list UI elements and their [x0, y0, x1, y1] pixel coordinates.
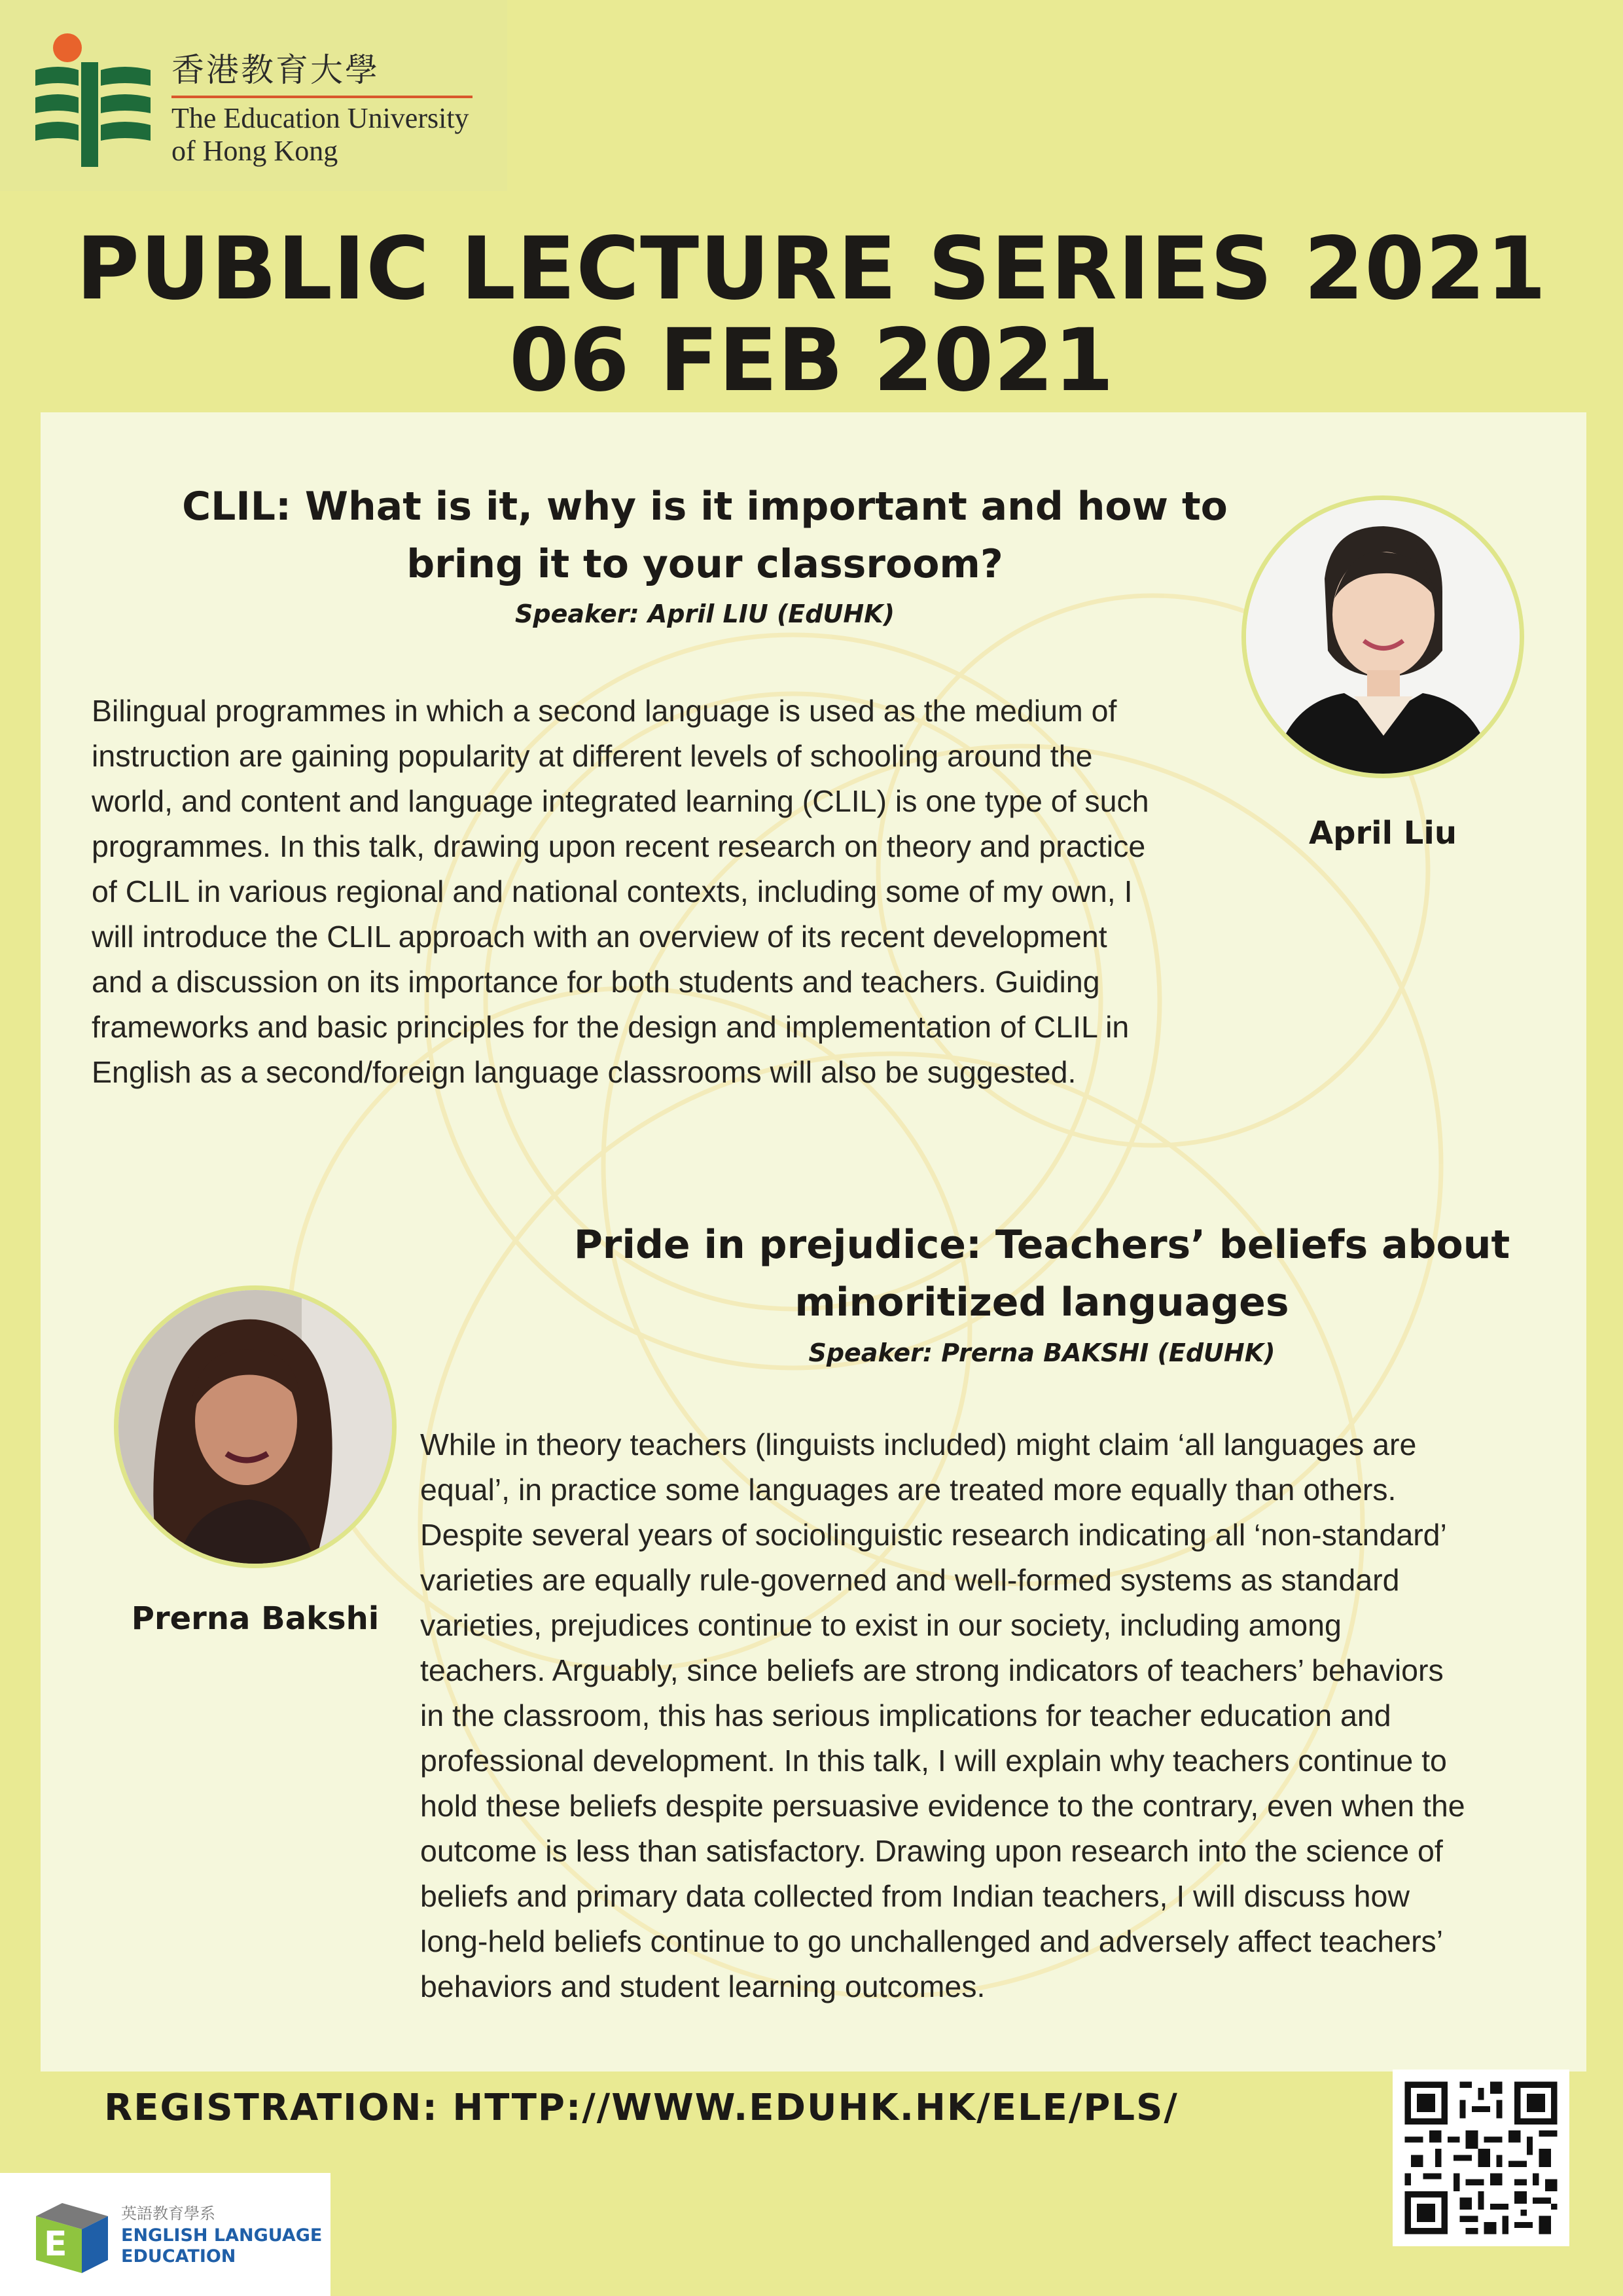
talk-1-title — [93, 478, 1317, 593]
speaker-photo-april-liu — [1241, 495, 1524, 778]
abstract-line: in the classroom, this has serious implications for teacher education and — [420, 1698, 1391, 1732]
abstract-line: varieties, prejudices continue to exist in our society, including among — [420, 1608, 1342, 1642]
university-logo — [0, 0, 507, 191]
department-name-en-line2: EDUCATION — [121, 2246, 236, 2267]
registration-link[interactable]: REGISTRATION: HTTP://WWW.EDUHK.HK/ELE/PLS/ — [104, 2087, 1179, 2129]
abstract-line: beliefs and primary data collected from Indian teachers, I will discuss how — [420, 1879, 1410, 1913]
abstract-line: behaviors and student learning outcomes. — [420, 1969, 986, 2003]
talk-2-speaker: Speaker: Prerna BAKSHI (EdUHK) — [808, 1338, 1275, 1367]
speaker-name-april-liu: April Liu — [1308, 815, 1457, 852]
eduhk-logo-icon — [33, 29, 154, 167]
abstract-line: While in theory teachers (linguists included) might claim ‘all languages are — [420, 1427, 1417, 1462]
talk-2-abstract — [420, 1422, 1578, 2009]
abstract-line: world, and content and language integrated learning (CLIL) is one type of such — [92, 784, 1149, 818]
abstract-line: hold these beliefs despite persuasive evidence to the contrary, even when the — [420, 1789, 1465, 1823]
talk-1-title-line1: CLIL: What is it, why is it important and how to — [182, 484, 1228, 529]
abstract-line: Bilingual programmes in which a second language is used as the medium of — [92, 694, 1117, 728]
talk-2-title-line2: minoritized languages — [794, 1280, 1289, 1325]
portrait-icon — [118, 1290, 392, 1564]
abstract-line: of CLIL in various regional and national contexts, including some of my own, I — [92, 874, 1133, 908]
abstract-line: programmes. In this talk, drawing upon recent research on theory and practice — [92, 829, 1146, 863]
department-name-cn: 英語教育學系 — [121, 2204, 215, 2223]
portrait-icon — [1246, 500, 1520, 774]
abstract-line: Despite several years of sociolinguistic research indicating all ‘non-standard’ — [420, 1518, 1447, 1552]
abstract-line: outcome is less than satisfactory. Drawing upon research into the science of — [420, 1834, 1443, 1868]
university-name-en-line1: The Education University — [171, 102, 469, 134]
talk-1-speaker: Speaker: April LIU (EdUHK) — [515, 600, 895, 628]
abstract-line: equal’, in practice some languages are treated more equally than others. — [420, 1473, 1397, 1507]
talk-1-abstract — [92, 689, 1302, 1095]
abstract-line: English as a second/foreign language classrooms will also be suggested. — [92, 1055, 1077, 1089]
abstract-line: long-held beliefs continue to go unchallenged and adversely affect teachers’ — [420, 1924, 1444, 1958]
university-name-cn: 香港教育大學 — [171, 52, 380, 88]
abstract-line: teachers. Arguably, since beliefs are strong indicators of teachers’ behaviors — [420, 1653, 1444, 1687]
qr-code[interactable] — [1393, 2070, 1569, 2246]
university-name-en-line2: of Hong Kong — [171, 135, 338, 167]
ele-logo-icon — [29, 2198, 115, 2276]
event-date: 06 FEB 2021 — [509, 310, 1114, 411]
speaker-photo-prerna-bakshi — [114, 1285, 397, 1568]
university-name — [171, 51, 473, 168]
content-panel — [41, 412, 1586, 2072]
speaker-name-prerna-bakshi: Prerna Bakshi — [131, 1600, 380, 1637]
svg-text:E: E — [44, 2225, 67, 2264]
qr-code-icon — [1393, 2070, 1569, 2246]
talk-1-title-line2: bring it to your classroom? — [406, 541, 1003, 587]
page-title: PUBLIC LECTURE SERIES 2021 — [76, 219, 1547, 319]
abstract-line: instruction are gaining popularity at different levels of schooling around the — [92, 739, 1093, 773]
talk-2-title-line1: Pride in prejudice: Teachers’ beliefs about — [573, 1222, 1510, 1268]
talk-2-title — [499, 1216, 1585, 1331]
department-name-en — [121, 2225, 322, 2267]
abstract-line: and a discussion on its importance for both students and teachers. Guiding — [92, 965, 1100, 999]
department-logo — [0, 2173, 330, 2296]
abstract-line: will introduce the CLIL approach with an overview of its recent development — [92, 920, 1107, 954]
abstract-line: varieties are equally rule-governed and well-formed systems as standard — [420, 1563, 1400, 1597]
department-name-en-line1: ENGLISH LANGUAGE — [121, 2225, 323, 2246]
abstract-line: frameworks and basic principles for the design and implementation of CLIL in — [92, 1010, 1130, 1044]
abstract-line: professional development. In this talk, I will explain why teachers continue to — [420, 1744, 1447, 1778]
logo-divider — [171, 96, 473, 98]
